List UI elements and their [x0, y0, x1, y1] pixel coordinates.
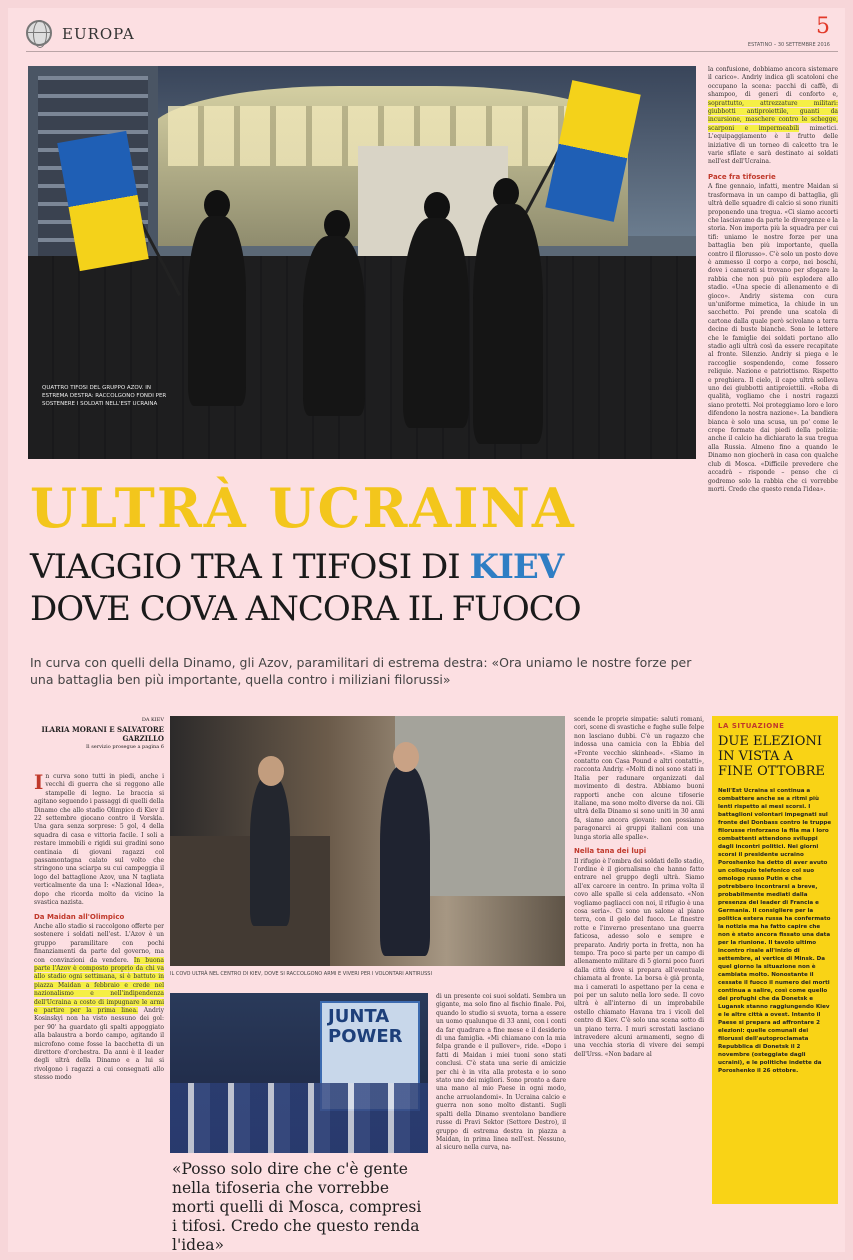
- ultra-hideout-photo: [170, 716, 565, 966]
- photo-caption: QUATTRO TIFOSI DEL GRUPPO AZOV. IN ESTREMA DESTRA: RACCOLGONO FONDI PER SOSTENERE I SOLDATI NELL'EST UCRAINA: [42, 385, 167, 407]
- section-title: EUROPA: [62, 25, 135, 43]
- junta-power-banner: JUNTA POWER: [320, 1001, 420, 1111]
- highlighted-text: soprattutto, attrezzature militari: giubbotti antiproiettile, guanti da incursione, maschere contro le schegge, scarponi e impermeabili: [708, 99, 838, 132]
- photo-caption: IL COVO ULTRÀ NEL CENTRO DI KIEV, DOVE SI RACCOLGONO ARMI E VIVERI PER I VOLONTARI ANTIRUSSI: [170, 971, 432, 977]
- subheading: Da Maidan all'Olimpico: [34, 912, 125, 921]
- pull-quote: «Posso solo dire che c'è gente nella tifoseria che vorrebbe morti quelli di Mosca, compresi i tifosi. Credo che questo renda l'idea»: [172, 1160, 422, 1254]
- sidebar-label: LA SITUAZIONE: [718, 722, 785, 730]
- deck-subtitle: In curva con quelli della Dinamo, gli Azov, paramilitari di estrema destra: «Ora uniamo le nostre forze per una battaglia ben più importante, quella contro i miliziani filorussi»: [30, 655, 692, 687]
- page-header: [26, 14, 838, 52]
- article-column-2b: di un presente coi suoi soldati. Sembra un gigante, ma solo fino al fischio finale. Poi, quando lo studio si svuota, torna a essere un uomo qualunque di 33 anni, con i conti da far quadrare a fine mese e il desiderio di una famiglia. «Mi chiamano con la mia felpa grande e il pullover», ride. «Dopo i fatti di Maidan i miei tuoni sono stati conclusi. C'è stata una serie di amicizie per chi è in vita alla protesta e io sono stato uno dei migliori. Sono pronto a dare una mano al mio Paese in ogni modo, anche arruolandomi». In Ucraina calcio e guerra non sono molto distanti. Sugli spalti della Dinamo sventolano bandiere russe di Pravi Sektor (Settore Destro), il gruppo di estrema destra in piazza a Maidan, in prima linea nell'est. Nessuno, al sicuro nella curva, na-: [436, 993, 566, 1152]
- globe-icon: [26, 20, 52, 46]
- edition-date: ESTATINO – 30 SETTEMBRE 2016: [747, 42, 830, 48]
- main-photo: [28, 66, 696, 459]
- drop-cap: I: [34, 773, 44, 794]
- subheading: Pace fra tifoserie: [708, 172, 776, 181]
- article-column-1: In curva sono tutti in piedi, anche i vecchi di guerra che si reggono alle stampelle di legno. Le braccia si agitano seguendo i passaggi di quelli della Dinamo che allo stadio Olimpico di Kiev il 22 settembre giocano contro il Vorskla. Una gara senza sorprese: 5 gol, 4 della squadra di casa e vittoria facile. I soli a restare immobili e rigidi sui gradini sono centinaia di giovani ragazzi col passamontagna calato sul volto che stringono una sciarpa su cui campeggia il logo del battaglione Azov, una N tagliata verticalmente da una I: «Nazional Idea», dopo che ricorda molto da vicino la svastica nazista. Da Maidan all'Olimpico Anche allo stadio si raccolgono offerte per sostenere i soldati nell'est. L'Azov è un gruppo paramilitare con pochi finanziamenti da parte del governo, ma con convinzioni da vendere. In buona parte l'Azov è composto proprio da chi va allo stadio ogni settimana, si è battuto in piazza Maidan a febbraio e crede nel nazionalismo e nell'indipendenza dell'Ucraina a costo di impugnare le armi e partire per la prima linea. Andriy Kosinskyi non ha visto nessuno dei gol: per 90' ha guardato gli spalti appoggiato alla balaustra a bordo campo, agitando il microfono come fosse la bacchetta di un direttore d'orchestra. Da anni è il leader degli ultrà della Dinamo e a lui si rivolgono i ragazzi a cui consegnati allo stesso modo: [34, 773, 164, 1082]
- headline-kicker: ULTRÀ UCRAINA: [30, 476, 576, 540]
- article-column-3: scende le proprie simpatie: saluti romani, cori, scene di svastiche e fughe sulle felpe non lasciano dubbi. C'è un ragazzo che indossa una camicia con la Ebbia del «Fronte vecchio skinhead». «Siamo in contatto con Casa Pound e altri contatti», racconta Andriy. «Molti di noi sono stati in Italia per radunare organizzati dal movimento di destra. Abbiamo buoni rapporti anche con alcune tifoserie italiane, ma sono molto diverse da noi. Gli ultrà della Dinamo si sono uniti in 30 anni fa, siamo ancora giovani: non possiamo paragonarci ai gruppi italiani con una lunga storia alle spalle». Nella tana dei lupi Il rifugio è l'ombra dei soldati dello stadio, l'ordine è il giornalismo che hanno fatto entrare nel gruppo degli ultrà. Siamo all'ex carcere in centro. In prima volta il covo alle spalle si cela addensato. «Non vogliamo pagliacci con noi, il rifugio è una cosa seria». Ci sono un salone al piano terra, con il gelo del fuoco. Le finestre rotte e l'inverno presentano una guerra faticosa, adesso solo e sempre e preparato. Andriy porta in fretta, non ha tempo. Tra poco si parte per un campo di allenamento militare di 5 giorni poco fuori dalla città dove si prepara all'eventuale chiamata al fronte. La borsa è già pronta, ma i camerati lo aspettano per la cena e poi per un saluto nella loro sede. Il covo ultrà è all'interno di un improbabile ostello chiamato Havana tra i vicoli del centro di Kiev. C'è solo una scena sotto di un piano terra. I muri scrostati lasciano intravedere alcuni armamenti, segno di una vecchia storia di vivere dei sempi dell'Urss. «Non badare al: [574, 716, 704, 1058]
- sidebar-title: DUE ELEZIONI IN VISTA A FINE OTTOBRE: [718, 734, 825, 779]
- masked-fan-1: [188, 216, 246, 406]
- headline: VIAGGIO TRA I TIFOSI DI KIEV DOVE COVA ANCORA IL FUOCO: [30, 547, 581, 629]
- masked-fan-2: [303, 236, 365, 416]
- masked-fan-3: [403, 218, 469, 428]
- byline: DA KIEV ILARIA MORANI E SALVATORE GARZILLO Il servizio prosegue a pagina 6: [41, 717, 164, 750]
- right-column-text: la confusione, dobbiamo ancora sistemare il carico». Andriy indica gli scatoloni che occupano la scena: pacchi di caffè, di shampoo, di generi di conforto e, soprattutto, attrezzature militari: giubbotti antiproiettile, guanti da incursione, maschere contro le schegge, scarponi e impermeabili mimetici. L'equipaggiamento è il frutto delle iniziative di un torneo di calcetto tra le varie sfilate e sarà destinato ai soldati nell'est dell'Ucraina. Pace fra tifoserie A fine gennaio, infatti, mentre Maidan si trasformava in un campo di battaglia, gli ultrà delle squadre di calcio si sono riuniti proponendo una tregua. «Ci siamo accorti che lasciavamo da parte le divergenze e la storia. Non importa più la squadra per cui tifi: uniamo le nostre forze per una battaglia ben più importante, quella contro il filorusso». C'è solo un posto dove è ammesso il corpo a corpo, nei boschi, dove i camerati si trovano per sfogare la rabbia che non può più esplodere allo stadio. «Una specie di allenamento e di gioco». Andriy sistema con cura un'uniforme mimetica, la chiude in un sacchetto. Poi prende una scatola di cartone dalla quale però scivolano a terra decine di buste bianche. Sono le lettere che le famiglie dei soldati portano allo stadio agli ultrà così da essere recapitate al fronte. Silenzio. Andriy si piega e le raccoglie sospendendo, come fossero reliquie. Nazione e patriottismo. Rispetto e preghiera. Il cielo, il capo ultrà solleva uno dei giubbotti antiproiettili. «Roba di qualità, vogliamo che i nostri ragazzi siano protetti. Noi proteggiamo loro e loro difendono la nostra nazione». La bandiera bianca è solo una scusa, un po' come le crepe formate dai piedi della polizia: anche il calcio ha dichiarato la sua tregua alla Russia. Almeno fino a quando le Dinamo non giocherà in casa con qualche club di Mosca. «Difficile prevedere che accadrà – risponde – penso che ci godremo solo la rabbia che ci vorrebbe morti. Credo che questo renda l'idea».: [708, 66, 838, 493]
- newspaper-page: [8, 8, 845, 1252]
- masked-fan-4: [473, 204, 543, 444]
- highlighted-text: In buona parte l'Azov è composto proprio da chi va allo stadio ogni settimana, si è battuto in piazza Maidan a febbraio e crede nel nazionalismo e nell'indipendenza dell'Ucraina a costo di impugnare le armi e partire per la prima linea.: [34, 956, 164, 1014]
- stadium-crowd-photo: [170, 993, 428, 1153]
- page-number: 5: [816, 14, 830, 39]
- subheading: Nella tana dei lupi: [574, 847, 647, 856]
- headline-highlight: KIEV: [469, 547, 564, 587]
- sidebar-box: [712, 716, 838, 1204]
- sidebar-text: Nell'Est Ucraina si continua a combattere anche se a ritmi più lenti rispetto ai mesi scorsi. I battaglioni volontari impegnati sul fronte del Donbass contro le truppe filorusse rinforzano la fila ma i loro combattenti attendono sviluppi dagli incontri politici. Nei giorni scorsi il presidente ucraino Poroshenko ha detto di aver avuto un colloquio telefonico col suo omologo russo Putin e che potrebbero incontrarsi a breve, probabilmente mediati dalla presenza dei leader di Francia e Germania. Il consigliere per la politica estera russa ha confermato la notizia ma ha fatto capire che non è stato ancora fissato una data per la riunione. Il tavolo ultimo incontro risale all'inizio di settembre, al vertice di Minsk. Da quel giorno la situazione non è cambiata molto. Nonostante il cessate il fuoco il numero dei morti continua a salire, così come quello dei profughi che da Donetsk e Lugansk stanno raggiungendo Kiev e le altre città a ovest. Intanto il Paese si prepara ad affrontare 2 elezioni: quelle comunali dei filorussi dell'autoproclamata Repubblica di Donetsk il 2 novembre (osteggiate dagli ucraini), e le politiche indette da Poroshenko il 26 ottobre.: [718, 788, 832, 1074]
